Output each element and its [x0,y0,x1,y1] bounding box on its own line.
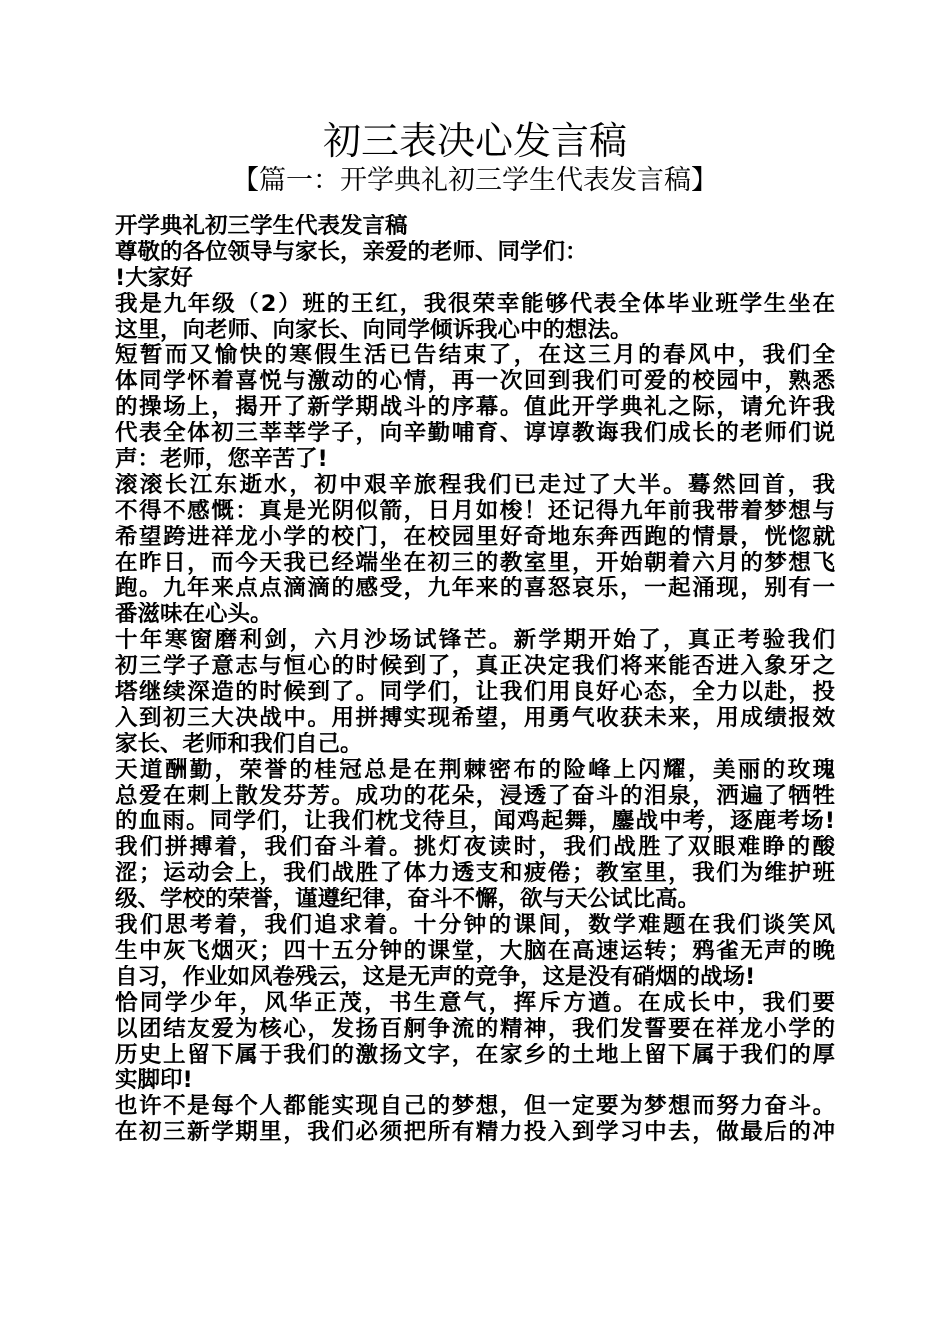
text-line: 我们拼搏着，我们奋斗着。挑灯夜读时，我们战胜了双眼难睁的酸 [115,835,835,861]
text-line: 自习，作业如风卷残云，这是无声的竞争，这是没有硝烟的战场! [115,964,756,990]
text-line: 我是九年级（2）班的王红，我很荣幸能够代表全体毕业班学生坐在 [115,291,835,317]
section-heading: 【篇一：开学典礼初三学生代表发言稿】 [232,165,718,196]
text-line: 天道酬勤，荣誉的桂冠总是在荆棘密布的险峰上闪耀，美丽的玫瑰 [115,757,835,783]
text-line: 尊敬的各位领导与家长，亲爱的老师、同学们： [115,239,588,265]
text-line: 番滋味在心头。 [115,602,273,628]
text-line: 初三学子意志与恒心的时候到了，真正决定我们将来能否进入象牙之 [115,654,835,680]
text-line: 在昨日，而今天我已经端坐在初三的教室里，开始朝着六月的梦想飞 [115,550,835,576]
body-text [115,214,835,1146]
text-line: 十年寒窗磨利剑，六月沙场试锋芒。新学期开始了，真正考验我们 [115,628,835,654]
text-line: 声：老师，您辛苦了! [115,447,328,473]
text-line: 的血雨。同学们，让我们枕戈待旦，闻鸡起舞，鏖战中考，逐鹿考场! [115,809,835,835]
page-title: 初三表决心发言稿 [322,119,627,163]
text-line: 生中灰飞烟灭；四十五分钟的课堂，大脑在高速运转；鸦雀无声的晚 [115,938,835,964]
text-line: 滚滚长江东逝水，初中艰辛旅程我们已走过了大半。蓦然回首，我 [115,472,835,498]
text-line: 在初三新学期里，我们必须把所有精力投入到学习中去，做最后的冲 [115,1120,835,1146]
text-line: 这里，向老师、向家长、向同学倾诉我心中的想法。 [115,317,633,343]
text-line: 也许不是每个人都能实现自己的梦想，但一定要为梦想而努力奋斗。 [115,1094,835,1120]
text-line: 塔继续深造的时候到了。同学们，让我们用良好心态，全力以赴，投 [115,680,835,706]
text-line: 的操场上，揭开了新学期战斗的序幕。值此开学典礼之际，请允许我 [115,395,835,421]
text-line: 级、学校的荣誉，谨遵纪律，奋斗不懈，欲与天公试比高。 [115,887,701,913]
text-line: 我们思考着，我们追求着。十分钟的课间，数学难题在我们谈笑风 [115,913,835,939]
text-line: 短暂而又愉快的寒假生活已告结束了，在这三月的春风中，我们全 [115,343,835,369]
text-line: 希望跨进祥龙小学的校门，在校园里好奇地东奔西跑的情景，恍惚就 [115,524,835,550]
text-line: 总爱在刺上散发芬芳。成功的花朵，浸透了奋斗的泪泉，洒遍了牺牲 [115,783,835,809]
text-line: 以团结友爱为核心，发扬百舸争流的精神，我们发誓要在祥龙小学的 [115,1016,835,1042]
text-line: 历史上留下属于我们的激扬文字，在家乡的土地上留下属于我们的厚 [115,1042,835,1068]
text-line: 不得不感慨：真是光阴似箭，日月如梭！还记得九年前我带着梦想与 [115,498,835,524]
text-line: 体同学怀着喜悦与激动的心情，再一次回到我们可爱的校园中，熟悉 [115,369,835,395]
text-line: !大家好 [115,265,193,291]
text-line: 恰同学少年，风华正茂，书生意气，挥斥方遒。在成长中，我们要 [115,990,835,1016]
text-line: 跑。九年来点点滴滴的感受，九年来的喜怒哀乐，一起涌现，别有一 [115,576,835,602]
text-line: 入到初三大决战中。用拼搏实现希望，用勇气收获未来，用成绩报效 [115,705,835,731]
text-line: 家长、老师和我们自己。 [115,731,363,757]
text-line: 实脚印! [115,1068,193,1094]
text-line: 代表全体初三莘莘学子，向辛勤哺育、谆谆教诲我们成长的老师们说 [115,421,835,447]
text-line: 开学典礼初三学生代表发言稿 [115,214,408,239]
text-line: 涩；运动会上，我们战胜了体力透支和疲倦；教室里，我们为维护班 [115,861,835,887]
